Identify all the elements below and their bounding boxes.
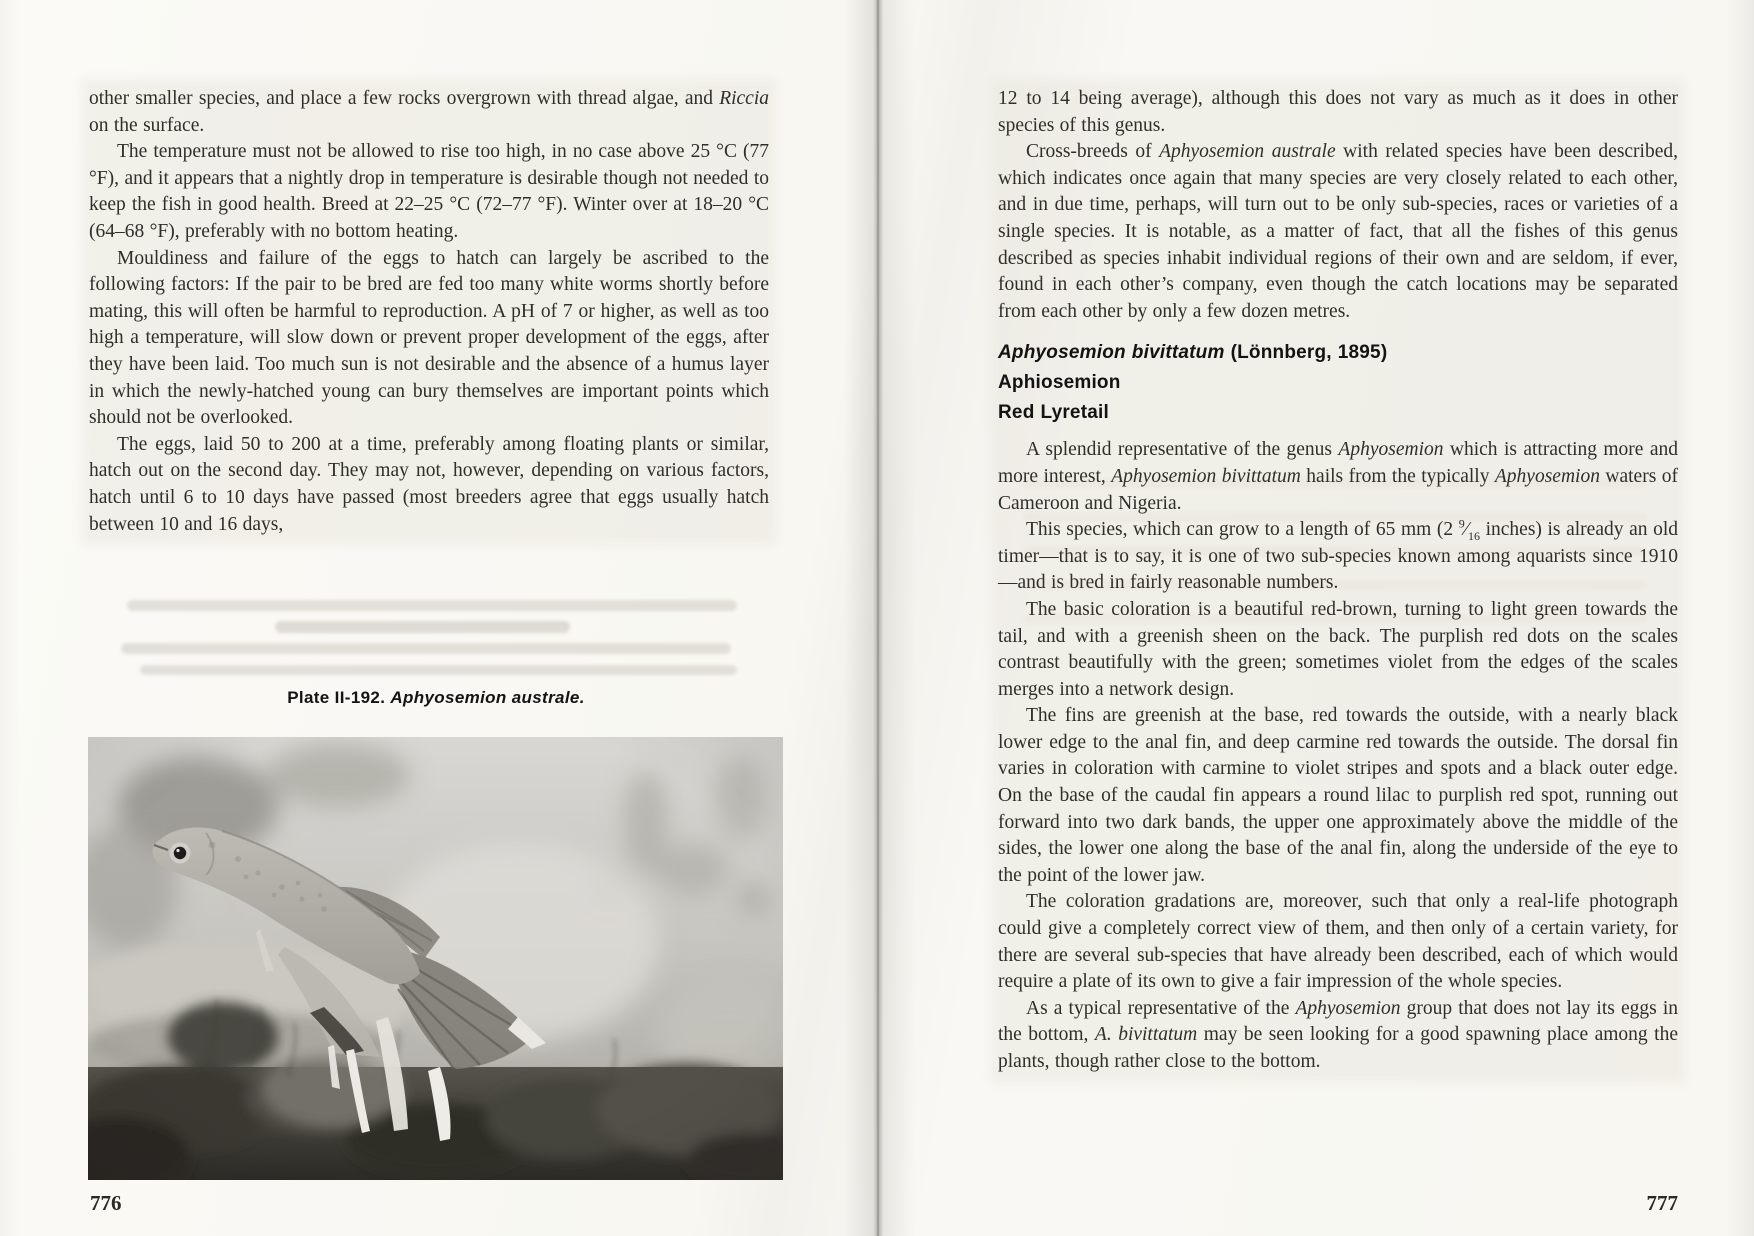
text-segment: Aphyosemion bivittatum — [998, 342, 1225, 364]
page-number-left: 776 — [90, 1191, 122, 1215]
page-edge-shadow-right — [1726, 0, 1754, 1236]
text-segment: Aphyosemion — [1338, 439, 1444, 461]
page-number-right: 777 — [1646, 1191, 1678, 1215]
text-segment: As a typical representative of the — [1026, 997, 1296, 1019]
text-segment: Plate II-192. — [287, 688, 391, 707]
right-page-text-column — [998, 86, 1678, 1076]
text-segment: A splendid representative of the genus — [1026, 439, 1339, 461]
text-segment: may be seen looking for a good spawning place among the plants, though rather close to the bottom. — [998, 1024, 1678, 1072]
text-segment: on the surface. — [89, 114, 205, 136]
text-segment: The fins are greenish at the base, red towards the outside, with a nearly black lower edge to the anal fin, and deep carmine red towards the outside. The dorsal fin varies in coloration with carmine to violet stripes and spots and a black outer edge. On the base of the caudal fin appears a round lilac to purplish red spot, running out forward into two dark bands, the upper one approximately above the middle of the sides, the lower one along the base of the anal fin, along the underside of the eye to the point of the lower jaw. — [998, 705, 1678, 886]
page-edge-shadow-left — [0, 0, 20, 1236]
paragraph — [998, 338, 1678, 368]
paragraph — [998, 139, 1678, 325]
text-segment: $^9⁄_{16}$ — [1458, 516, 1480, 544]
text-segment: (Lönnberg, 1895) — [1224, 342, 1388, 364]
paragraph — [89, 246, 769, 432]
text-segment: group that does not lay its eggs in the bottom, — [998, 997, 1678, 1046]
text-segment: Riccia — [719, 88, 769, 109]
aphyosemion-australe-photo-svg — [88, 737, 783, 1180]
text-segment: Aphyosemion australe — [1159, 141, 1336, 163]
text-segment: 12 to 14 being average), although this does not vary as much as it does in other species of this genus. — [998, 88, 1678, 136]
paragraph — [998, 368, 1678, 398]
paragraph — [998, 517, 1678, 597]
text-segment: Cross-breeds of — [1026, 141, 1160, 163]
text-segment: The temperature must not be allowed to rise too high, in no case above 25 °C (77 °F), and it appears that a nightly drop in temperature is desirable though not needed to keep the fish in good health. Breed at 22–25 °C (72–77 °F). Winter over at 18–20 °C (64–68 °F), preferably with no bottom heating. — [89, 141, 769, 242]
paragraph — [998, 86, 1678, 139]
text-segment: A. bivittatum — [1094, 1024, 1198, 1046]
text-segment: hails from the typically — [1300, 465, 1495, 487]
text-segment: Aphyosemion — [1295, 997, 1401, 1019]
right-page-body — [998, 437, 1678, 1075]
paragraph — [998, 597, 1678, 703]
text-segment: with related species have been described, which indicates once again that many species are very closely related to each other, and in due time, perhaps, will turn out to be only sub-species, races or varieties of a single species. It is notable, as a matter of fact, that all the fishes of this genus described as species inhabit individual regions of their own and are seldom, if ever, found in each other’s company, even though the catch locations may be separated from each other by only a few dozen metres. — [998, 141, 1679, 322]
plate-photo — [88, 737, 783, 1180]
plate-caption — [89, 688, 783, 708]
left-page-text-column — [89, 86, 769, 538]
paragraph — [998, 703, 1678, 889]
paragraph — [998, 398, 1678, 428]
paragraph — [998, 437, 1678, 517]
paragraph — [998, 889, 1678, 995]
text-segment: Aphiosemion — [998, 372, 1121, 394]
text-segment: Mouldiness and failure of the eggs to hatch can largely be ascribed to the following factors: If the pair to be bred are fed too many white worms shortly before mating, this will often be harmful to reproduction. A pH of 7 or higher, as well as too high a temperature, will slow down or prevent proper development of the eggs, after they have been laid. Too much sun is not desirable and the absence of a humus layer in which the newly-hatched young can bury themselves are important points which should not be overlooked. — [89, 247, 769, 429]
photo-vignette — [88, 737, 783, 1180]
text-segment: The basic coloration is a beautiful red-brown, turning to light green towards the tail, and with a greenish sheen on the back. The purplish red dots on the scales contrast beautifully with the green; sometimes violet from the edges of the scales merges into a network design. — [998, 598, 1678, 700]
text-segment: inches) is already an old timer—that is to say, it is one of two sub-species known among aquarists since 1910—and is bred in fairly reasonable numbers. — [998, 519, 1679, 594]
paragraph — [89, 86, 769, 139]
book-gutter — [843, 0, 915, 1236]
text-segment: Red Lyretail — [998, 402, 1109, 424]
text-segment: Aphyosemion bivittatum — [1111, 465, 1301, 487]
right-page-intro — [998, 86, 1678, 325]
book-gutter-line — [877, 0, 879, 1236]
text-segment: waters of Cameroon and Nigeria. — [998, 465, 1678, 514]
text-segment: Aphyosemion — [1494, 465, 1600, 487]
paragraph — [89, 432, 769, 538]
text-segment: The coloration gradations are, moreover, such that only a real-life photograph could give a completely correct view of them, and then only of a certain variety, for there are several sub-species that have already been described, each of which would require a plate of its own to give a fair impression of the whole species. — [998, 891, 1678, 993]
text-segment: This species, which can grow to a length of 65 mm (2 — [1026, 519, 1459, 541]
ink-bleed-through-left — [108, 600, 750, 680]
paragraph — [998, 996, 1678, 1076]
species-heading — [998, 338, 1678, 428]
paragraph — [89, 139, 769, 245]
text-segment: other smaller species, and place a few rocks overgrown with thread algae, and — [89, 88, 720, 109]
text-segment: The eggs, laid 50 to 200 at a time, preferably among floating plants or similar, hatch out on the second day. They may not, however, depending on various factors, hatch until 6 to 10 days have passed (most breeders agree that eggs usually hatch between 10 and 16 days, — [89, 433, 769, 535]
text-segment: Aphyosemion australe. — [390, 688, 585, 707]
text-segment: which is attracting more and more interest, — [998, 439, 1679, 487]
